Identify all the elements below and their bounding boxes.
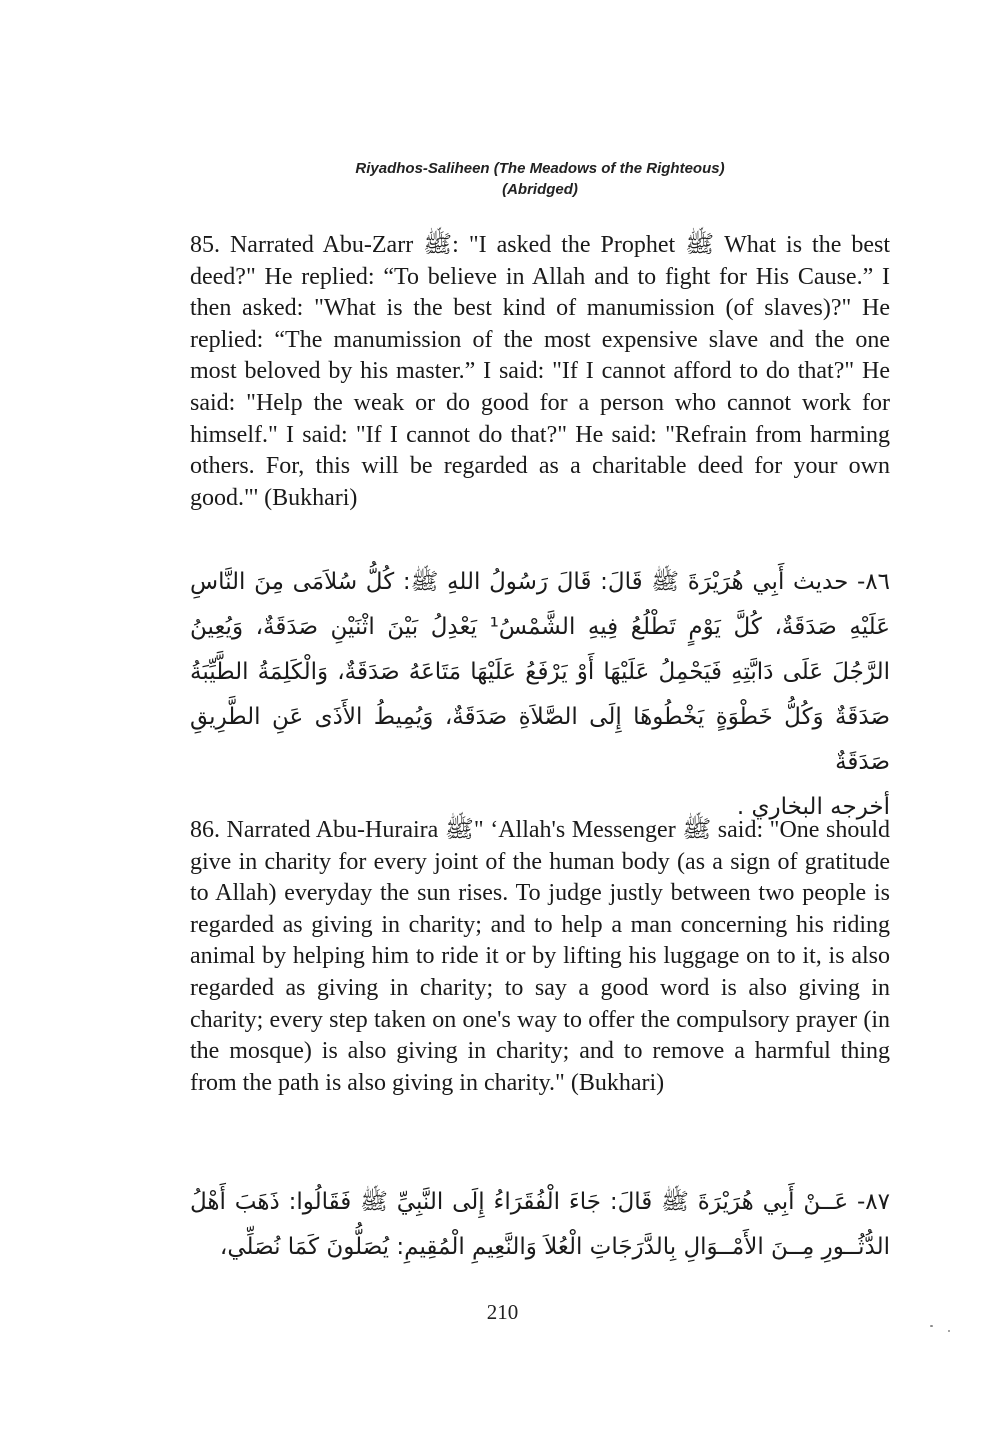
hadith-87-arabic: ٨٧- عَــنْ أَبِي هُرَيْرَةَ ﷺ قَالَ: جَاءَ الْفُقَرَاءُ إِلَى النَّبِيِّ ﷺ فَقَالُوا: ذَهَبَ أَهْلُ الدُّثُــورِ مِــنَ الأَمْــوَالِ بِالدَّرَجَاتِ الْعُلاَ وَالنَّعِيمِ الْمُقِيمِ: يُصَلُّونَ كَمَا نُصَلِّي، — [190, 1189, 890, 1260]
page-number: 210 — [486, 1300, 519, 1324]
hadith-86-arabic-source: أخرجه البخاري . — [736, 794, 890, 820]
running-header — [190, 158, 890, 200]
scan-speck — [930, 1325, 933, 1327]
header-subtitle: (Abridged) — [502, 181, 578, 198]
scan-speck — [948, 1330, 950, 1332]
hadith-86-arabic — [190, 560, 890, 830]
hadith-86-english: 86. Narrated Abu-Huraira ﷺ" ‘Allah's Messenger ﷺ said: "One should give in charity for every joint of the human body (as a sign of gratitude to Allah) everyday the sun rises. To judge justly between two people is regarded as giving in charity; and to help a man concerning his riding animal by helping him to ride it or by lifting his luggage on to it, is also regarded as giving in charity; to say a good word is also giving in charity; every step taken on one's way to offer the compulsory prayer (in the mosque) is also giving in charity; and to remove a harmful thing from the path is also giving in charity." (Bukhari) — [190, 817, 890, 1096]
header-title: Riyadhos-Saliheen (The Meadows of the Righteous) — [355, 160, 725, 177]
hadith-85-english: 85. Narrated Abu-Zarr ﷺ: "I asked the Prophet ﷺ What is the best deed?" He replied: “To believe in Allah and to fight for His Cause.” I then asked: "What is the best kind of manumission (of slaves)?" He replied: “The manumission of the most expensive slave and the one most beloved by his master.” I said: "If I cannot afford to do that?" He said: "Help the weak or do good for a person who cannot work for himself." I said: "If I cannot do that?" He said: "Refrain from harming others. For, this will be regarded as a charitable deed for your own good."' (Bukhari) — [190, 232, 890, 511]
hadith-86-arabic-text: ٨٦- حديث أَبِي هُرَيْرَةَ ﷺ قَالَ: قَالَ رَسُولُ اللهِ ﷺ: كُلُّ سُلاَمَى مِنَ النَّاسِ عَلَيْهِ صَدَقَةٌ، كُلَّ يَوْمٍ تَطْلُعُ فِيهِ الشَّمْسُ¹ يَعْدِلُ بَيْنَ اثْنَيْنِ صَدَقَةٌ، وَيُعِينُ الرَّجُلَ عَلَى دَابَّتِهِ فَيَحْمِلُ عَلَيْهَا أَوْ يَرْفَعُ عَلَيْهَا مَتَاعَهُ صَدَقَةٌ، وَالْكَلِمَةُ الطَّيِّبَةُ صَدَقَةٌ وَكُلُّ خَطْوَةٍ يَخْطُوهَا إِلَى الصَّلاَةِ صَدَقَةٌ، وَيُمِيطُ الأَذَى عَنِ الطَّرِيقِ صَدَقَةٌ — [190, 569, 890, 775]
